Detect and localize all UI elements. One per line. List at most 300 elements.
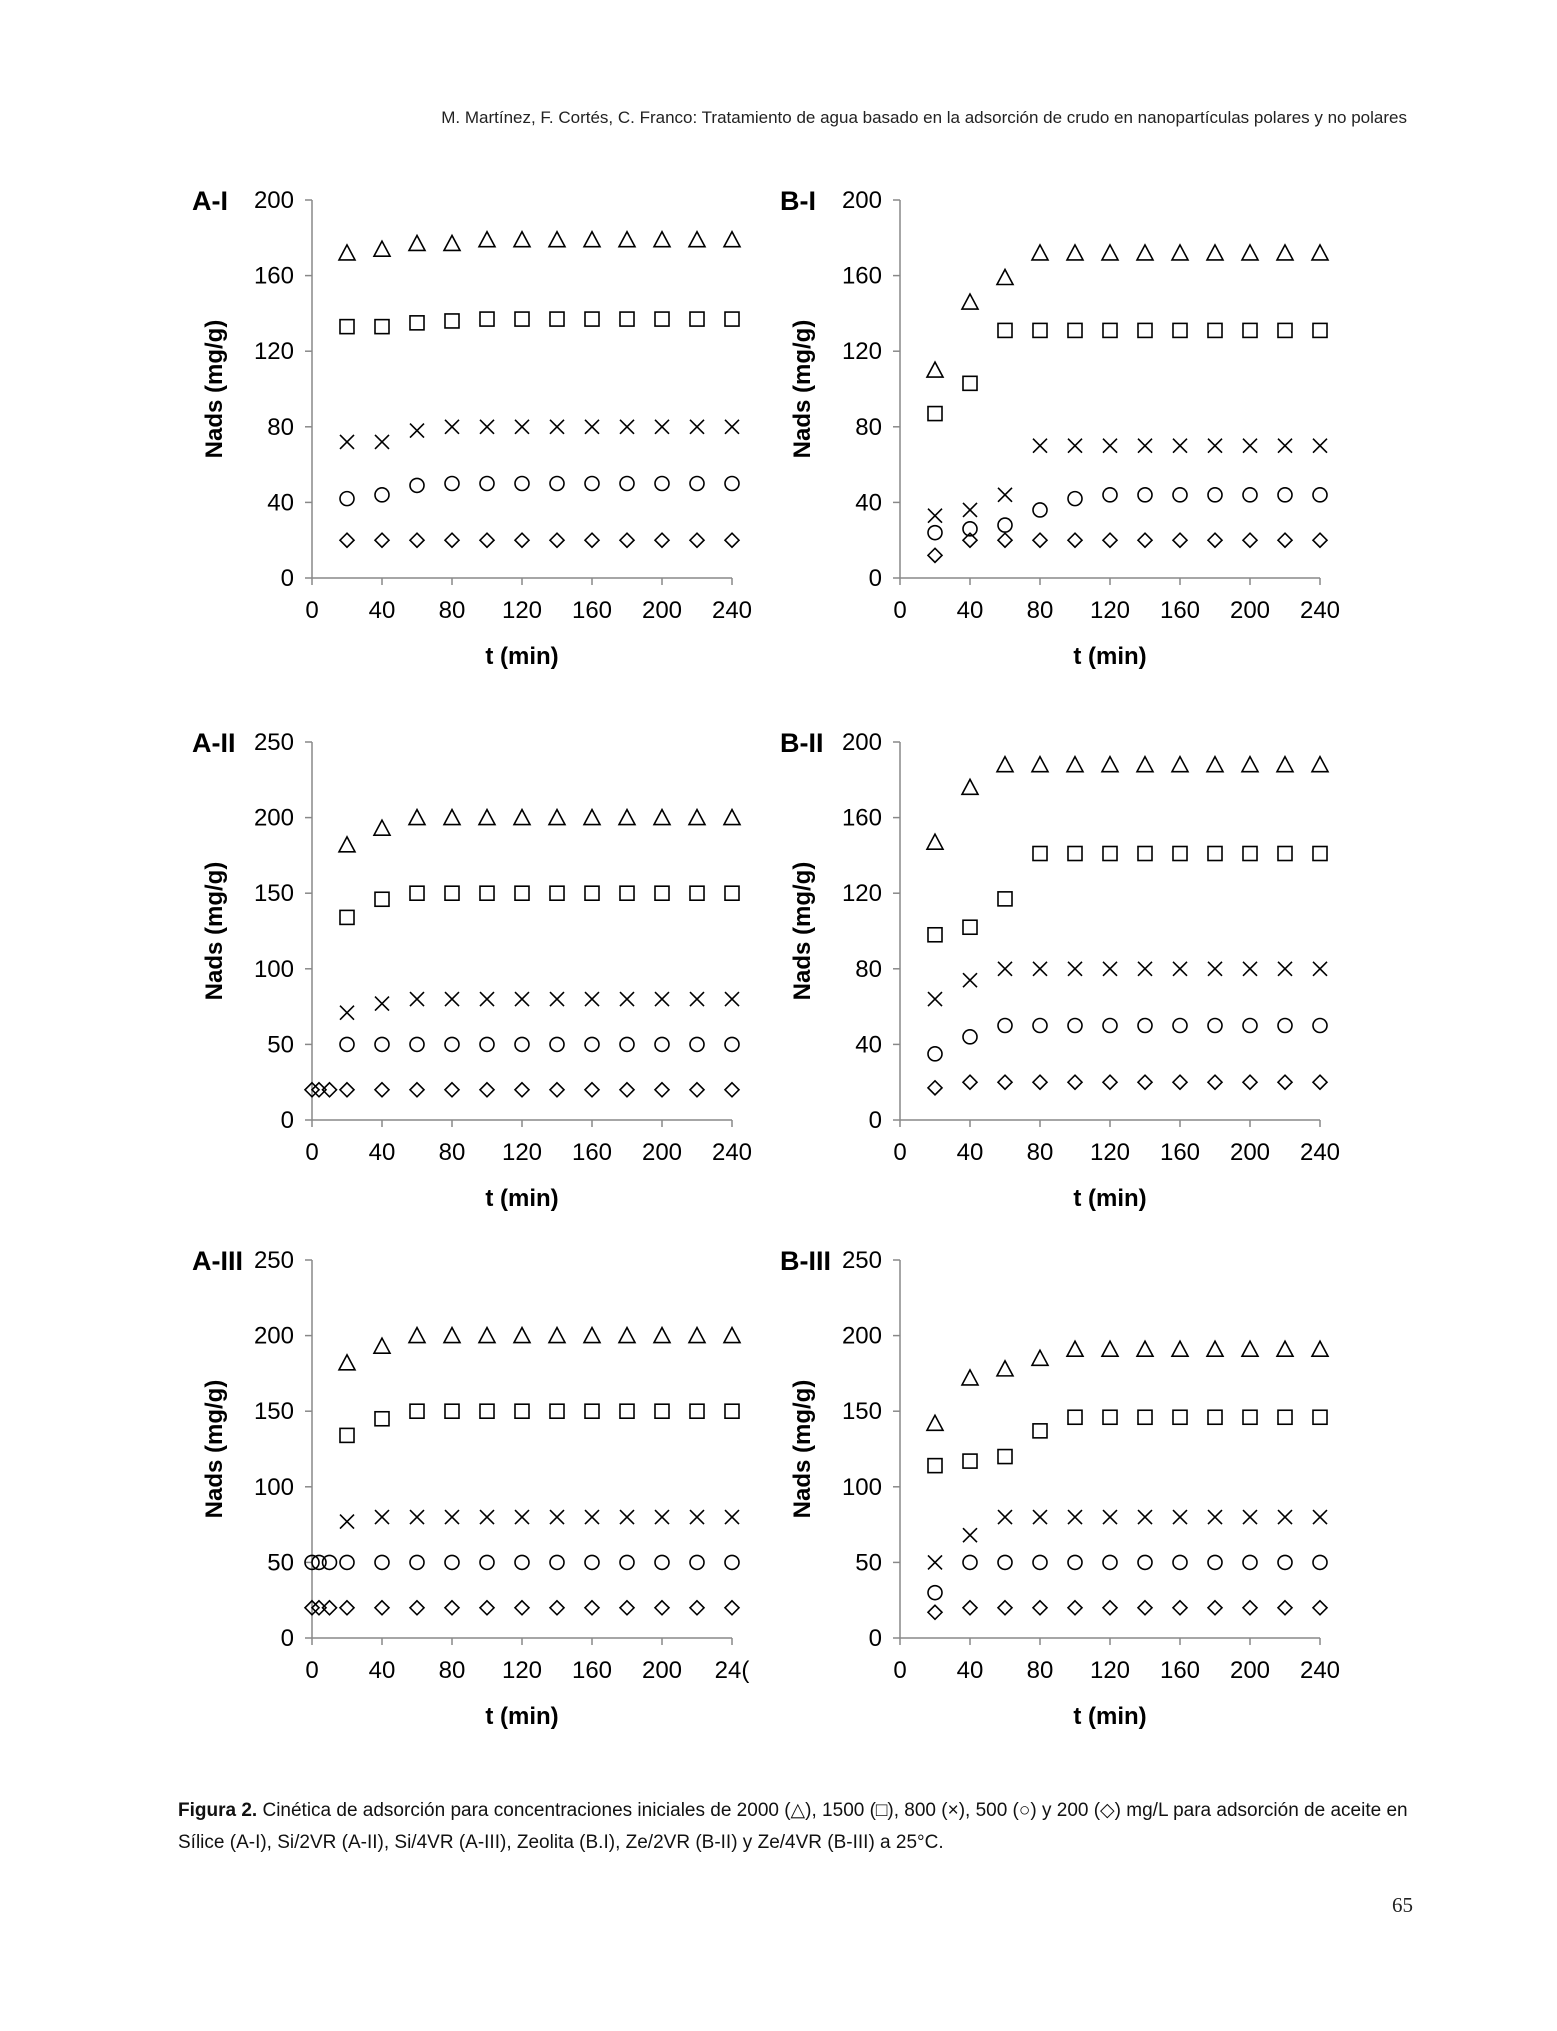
x-tick-label: 0	[305, 1139, 319, 1166]
circle-point	[410, 478, 424, 492]
square-point	[550, 1404, 564, 1418]
square-point	[1208, 323, 1222, 337]
circle-point	[1033, 1555, 1047, 1569]
square-point	[725, 886, 739, 900]
triangle-point	[1277, 757, 1293, 772]
diamond-point	[690, 533, 704, 547]
circle-point	[515, 1037, 529, 1051]
cross-point	[550, 992, 564, 1006]
square-point	[340, 1428, 354, 1442]
triangle-point	[1102, 757, 1118, 772]
y-tick-label: 80	[855, 955, 882, 983]
circle-point	[585, 477, 599, 491]
circle-point	[550, 1555, 564, 1569]
triangle-point	[1137, 1341, 1153, 1356]
x-tick-label: 0	[305, 1657, 319, 1684]
diamond-point	[1208, 1075, 1222, 1089]
y-tick-label: 50	[855, 1549, 882, 1577]
circle-point	[1313, 1555, 1327, 1569]
diamond-point	[1103, 1601, 1117, 1615]
x-tick-label: 0	[893, 1139, 907, 1166]
triangle-point	[1032, 245, 1048, 260]
square-point	[375, 320, 389, 334]
triangle-point	[514, 810, 530, 825]
running-header: M. Martínez, F. Cortés, C. Franco: Tratamiento de agua basado en la adsorción de crudo en nanopartículas polares y no polares	[441, 108, 1407, 127]
circle-point	[1103, 1555, 1117, 1569]
triangle-point	[997, 1361, 1013, 1376]
y-tick-label: 40	[855, 489, 882, 517]
circle-point	[550, 1037, 564, 1051]
triangle-point	[479, 1328, 495, 1343]
triangle-point	[927, 834, 943, 849]
triangle-point	[409, 810, 425, 825]
square-point	[1068, 847, 1082, 861]
circle-point	[1068, 1019, 1082, 1033]
square-point	[480, 312, 494, 326]
cross-point	[340, 1515, 354, 1529]
x-axis-label: t (min)	[1073, 1703, 1147, 1730]
circle-point	[1208, 1019, 1222, 1033]
square-point	[655, 886, 669, 900]
triangle-point	[1277, 245, 1293, 260]
cross-point	[690, 992, 704, 1006]
triangle-point	[1172, 245, 1188, 260]
cross-point	[410, 1510, 424, 1524]
chart-title: B-III	[780, 1246, 831, 1276]
circle-point	[375, 1037, 389, 1051]
circle-point	[1068, 1555, 1082, 1569]
cross-point	[1278, 439, 1292, 453]
cross-point	[480, 420, 494, 434]
diamond-point	[1173, 533, 1187, 547]
diamond-point	[323, 1083, 337, 1097]
chart-title: B-II	[780, 728, 824, 758]
triangle-point	[549, 232, 565, 247]
figure-caption	[178, 1795, 1408, 1859]
chart-svg	[170, 722, 790, 1242]
cross-point	[515, 992, 529, 1006]
diamond-point	[1138, 1075, 1152, 1089]
square-point	[963, 376, 977, 390]
diamond-point	[515, 1601, 529, 1615]
diamond-point	[340, 1083, 354, 1097]
triangle-point	[584, 810, 600, 825]
triangle-point	[374, 1338, 390, 1353]
diamond-point	[550, 1601, 564, 1615]
diamond-point	[445, 1601, 459, 1615]
cross-point	[1313, 962, 1327, 976]
square-point	[1313, 323, 1327, 337]
square-point	[515, 886, 529, 900]
diamond-point	[1033, 1601, 1047, 1615]
y-tick-label: 120	[253, 338, 294, 366]
diamond-point	[1243, 1601, 1257, 1615]
y-tick-label: 160	[253, 262, 294, 290]
y-tick-label: 150	[253, 880, 294, 908]
cross-point	[375, 435, 389, 449]
y-tick-label: 200	[841, 1322, 882, 1350]
x-tick-label: 40	[368, 1657, 396, 1684]
y-tick-label: 160	[841, 804, 882, 832]
diamond-point	[690, 1083, 704, 1097]
triangle-point	[1102, 245, 1118, 260]
diamond-point	[375, 533, 389, 547]
diamond-point	[1208, 1601, 1222, 1615]
triangle-point	[479, 810, 495, 825]
page-number: 65	[1392, 1893, 1413, 1917]
cross-point	[1173, 1510, 1187, 1524]
triangle-point	[689, 1328, 705, 1343]
diamond-point	[620, 533, 634, 547]
circle-point	[998, 1019, 1012, 1033]
square-point	[1103, 1410, 1117, 1424]
diamond-point	[323, 1601, 337, 1615]
circle-point	[1068, 492, 1082, 506]
square-point	[340, 910, 354, 924]
square-point	[480, 886, 494, 900]
y-tick-label: 0	[868, 565, 882, 592]
cross-point	[340, 1006, 354, 1020]
triangle-point	[962, 294, 978, 309]
circle-point	[1313, 488, 1327, 502]
triangle-point	[619, 232, 635, 247]
square-point	[375, 1412, 389, 1426]
diamond-point	[998, 1601, 1012, 1615]
square-point	[1278, 847, 1292, 861]
circle-point	[323, 1555, 337, 1569]
cross-point	[1033, 439, 1047, 453]
y-tick-label: 200	[841, 729, 882, 756]
circle-point	[1173, 1555, 1187, 1569]
chart-a-ii	[170, 722, 790, 1242]
cross-point	[1033, 1510, 1047, 1524]
circle-point	[690, 1555, 704, 1569]
cross-point	[998, 488, 1012, 502]
square-point	[690, 312, 704, 326]
diamond-point	[1278, 1075, 1292, 1089]
square-point	[515, 1404, 529, 1418]
chart-title: A-I	[192, 186, 228, 216]
x-tick-label: 160	[1159, 597, 1201, 624]
cross-point	[655, 1510, 669, 1524]
x-tick-label: 240	[1299, 1657, 1341, 1684]
y-tick-label: 250	[253, 729, 294, 756]
cross-point	[963, 973, 977, 987]
diamond-point	[998, 533, 1012, 547]
square-point	[1208, 847, 1222, 861]
triangle-point	[339, 837, 355, 852]
diamond-point	[928, 1605, 942, 1619]
square-point	[1033, 847, 1047, 861]
caption-label: Figura 2.	[178, 1800, 258, 1821]
diamond-point	[550, 533, 564, 547]
y-tick-label: 0	[868, 1107, 882, 1134]
x-tick-label: 0	[893, 1657, 907, 1684]
diamond-point	[585, 1083, 599, 1097]
diamond-point	[1103, 1075, 1117, 1089]
x-axis-label: t (min)	[485, 643, 559, 670]
triangle-point	[1207, 757, 1223, 772]
y-axis-label: Nads (mg/g)	[789, 1379, 816, 1519]
circle-point	[480, 477, 494, 491]
x-tick-label: 40	[956, 1139, 984, 1166]
cross-point	[725, 1510, 739, 1524]
y-tick-label: 40	[855, 1031, 882, 1059]
diamond-point	[445, 533, 459, 547]
y-tick-label: 250	[253, 1247, 294, 1274]
x-tick-label: 240	[1299, 597, 1341, 624]
square-point	[998, 1450, 1012, 1464]
square-point	[1138, 323, 1152, 337]
triangle-point	[1137, 757, 1153, 772]
chart-b-iii	[758, 1240, 1378, 1760]
cross-point	[585, 1510, 599, 1524]
cross-point	[963, 503, 977, 517]
square-point	[585, 886, 599, 900]
cross-point	[1138, 439, 1152, 453]
diamond-point	[585, 533, 599, 547]
x-tick-label: 160	[1159, 1657, 1201, 1684]
circle-point	[1243, 1019, 1257, 1033]
square-point	[1208, 1410, 1222, 1424]
y-tick-label: 40	[267, 489, 294, 517]
circle-point	[655, 1037, 669, 1051]
circle-point	[585, 1555, 599, 1569]
triangle-point	[654, 810, 670, 825]
y-axis-label: Nads (mg/g)	[201, 861, 228, 1001]
circle-point	[550, 477, 564, 491]
chart-svg	[758, 1240, 1378, 1760]
circle-point	[1033, 503, 1047, 517]
square-point	[1138, 1410, 1152, 1424]
diamond-point	[1138, 1601, 1152, 1615]
circle-point	[515, 1555, 529, 1569]
square-point	[725, 1404, 739, 1418]
y-tick-label: 80	[267, 413, 294, 441]
cross-point	[1173, 439, 1187, 453]
chart-title: B-I	[780, 186, 816, 216]
cross-point	[963, 1528, 977, 1542]
diamond-point	[725, 1083, 739, 1097]
cross-point	[690, 420, 704, 434]
y-tick-label: 50	[267, 1549, 294, 1577]
cross-point	[620, 1510, 634, 1524]
circle-point	[480, 1037, 494, 1051]
triangle-point	[374, 241, 390, 256]
square-point	[1173, 323, 1187, 337]
y-axis-label: Nads (mg/g)	[201, 319, 228, 459]
circle-point	[1243, 488, 1257, 502]
cross-point	[1243, 962, 1257, 976]
cross-point	[1208, 439, 1222, 453]
cross-point	[445, 992, 459, 1006]
square-point	[690, 886, 704, 900]
diamond-point	[550, 1083, 564, 1097]
circle-point	[655, 477, 669, 491]
square-point	[445, 1404, 459, 1418]
circle-point	[1138, 488, 1152, 502]
triangle-point	[1032, 1350, 1048, 1365]
circle-point	[445, 1037, 459, 1051]
diamond-point	[1313, 1075, 1327, 1089]
circle-point	[1103, 1019, 1117, 1033]
circle-point	[1208, 1555, 1222, 1569]
circle-point	[690, 477, 704, 491]
y-axis-label: Nads (mg/g)	[201, 1379, 228, 1519]
chart-a-i	[170, 180, 790, 700]
diamond-point	[963, 1601, 977, 1615]
x-tick-label: 0	[305, 597, 319, 624]
y-tick-label: 0	[280, 1625, 294, 1652]
x-tick-label: 120	[1089, 1139, 1131, 1166]
y-tick-label: 0	[280, 565, 294, 592]
square-point	[998, 892, 1012, 906]
triangle-point	[1277, 1341, 1293, 1356]
circle-point	[1278, 1555, 1292, 1569]
x-tick-label: 120	[1089, 597, 1131, 624]
diamond-point	[1033, 533, 1047, 547]
y-tick-label: 0	[868, 1625, 882, 1652]
triangle-point	[1067, 245, 1083, 260]
cross-point	[340, 435, 354, 449]
triangle-point	[724, 232, 740, 247]
x-axis-label: t (min)	[1073, 643, 1147, 670]
chart-a-iii	[170, 1240, 790, 1760]
square-point	[1313, 847, 1327, 861]
square-point	[550, 886, 564, 900]
circle-point	[620, 1555, 634, 1569]
square-point	[410, 1404, 424, 1418]
cross-point	[480, 1510, 494, 1524]
cross-point	[655, 992, 669, 1006]
x-tick-label: 200	[641, 1139, 683, 1166]
square-point	[585, 312, 599, 326]
triangle-point	[1102, 1341, 1118, 1356]
diamond-point	[1243, 533, 1257, 547]
triangle-point	[619, 810, 635, 825]
y-tick-label: 160	[841, 262, 882, 290]
diamond-point	[725, 533, 739, 547]
square-point	[1278, 323, 1292, 337]
square-point	[963, 920, 977, 934]
square-point	[410, 316, 424, 330]
diamond-point	[340, 1601, 354, 1615]
y-tick-label: 100	[253, 1473, 294, 1501]
diamond-point	[1278, 533, 1292, 547]
square-point	[1068, 1410, 1082, 1424]
x-tick-label: 120	[501, 597, 543, 624]
x-tick-label: 80	[1026, 1657, 1054, 1684]
circle-point	[410, 1037, 424, 1051]
cross-point	[620, 420, 634, 434]
circle-point	[480, 1555, 494, 1569]
chart-title: A-II	[192, 728, 236, 758]
cross-point	[375, 1510, 389, 1524]
diamond-point	[1313, 1601, 1327, 1615]
diamond-point	[928, 548, 942, 562]
circle-point	[998, 518, 1012, 532]
triangle-point	[997, 757, 1013, 772]
x-tick-label: 120	[501, 1139, 543, 1166]
chart-svg	[758, 180, 1378, 700]
cross-point	[1138, 962, 1152, 976]
cross-point	[725, 420, 739, 434]
circle-point	[963, 1030, 977, 1044]
x-tick-label: 24(	[714, 1657, 750, 1684]
triangle-point	[514, 232, 530, 247]
y-tick-label: 120	[841, 338, 882, 366]
y-tick-label: 80	[855, 413, 882, 441]
chart-b-i	[758, 180, 1378, 700]
y-tick-label: 200	[253, 1322, 294, 1350]
diamond-point	[690, 1601, 704, 1615]
circle-point	[928, 526, 942, 540]
diamond-point	[1068, 1601, 1082, 1615]
circle-point	[585, 1037, 599, 1051]
x-tick-label: 160	[571, 597, 613, 624]
diamond-point	[655, 1083, 669, 1097]
triangle-point	[1172, 1341, 1188, 1356]
x-tick-label: 240	[711, 1139, 753, 1166]
y-tick-label: 120	[841, 880, 882, 908]
circle-point	[1243, 1555, 1257, 1569]
cross-point	[515, 420, 529, 434]
cross-point	[1173, 962, 1187, 976]
circle-point	[515, 477, 529, 491]
square-point	[445, 886, 459, 900]
y-tick-label: 200	[841, 187, 882, 214]
chart-title: A-III	[192, 1246, 243, 1276]
triangle-point	[1242, 757, 1258, 772]
circle-point	[725, 1555, 739, 1569]
triangle-point	[584, 232, 600, 247]
x-tick-label: 40	[368, 1139, 396, 1166]
square-point	[998, 323, 1012, 337]
x-axis-label: t (min)	[1073, 1185, 1147, 1212]
square-point	[550, 312, 564, 326]
cross-point	[445, 1510, 459, 1524]
diamond-point	[1068, 533, 1082, 547]
y-tick-label: 250	[841, 1247, 882, 1274]
diamond-point	[655, 1601, 669, 1615]
square-point	[1243, 847, 1257, 861]
cross-point	[1208, 962, 1222, 976]
square-point	[620, 1404, 634, 1418]
x-tick-label: 40	[956, 1657, 984, 1684]
triangle-point	[619, 1328, 635, 1343]
diamond-point	[480, 533, 494, 547]
cross-point	[1068, 962, 1082, 976]
cross-point	[1103, 439, 1117, 453]
square-point	[410, 886, 424, 900]
cross-point	[1103, 1510, 1117, 1524]
circle-point	[445, 477, 459, 491]
diamond-point	[725, 1601, 739, 1615]
x-tick-label: 240	[711, 597, 753, 624]
cross-point	[550, 420, 564, 434]
diamond-point	[1243, 1075, 1257, 1089]
diamond-point	[340, 533, 354, 547]
y-tick-label: 200	[253, 187, 294, 214]
y-tick-label: 150	[253, 1398, 294, 1426]
cross-point	[1243, 439, 1257, 453]
square-point	[620, 312, 634, 326]
square-point	[655, 1404, 669, 1418]
circle-point	[725, 477, 739, 491]
cross-point	[1033, 962, 1047, 976]
circle-point	[1173, 1019, 1187, 1033]
diamond-point	[445, 1083, 459, 1097]
